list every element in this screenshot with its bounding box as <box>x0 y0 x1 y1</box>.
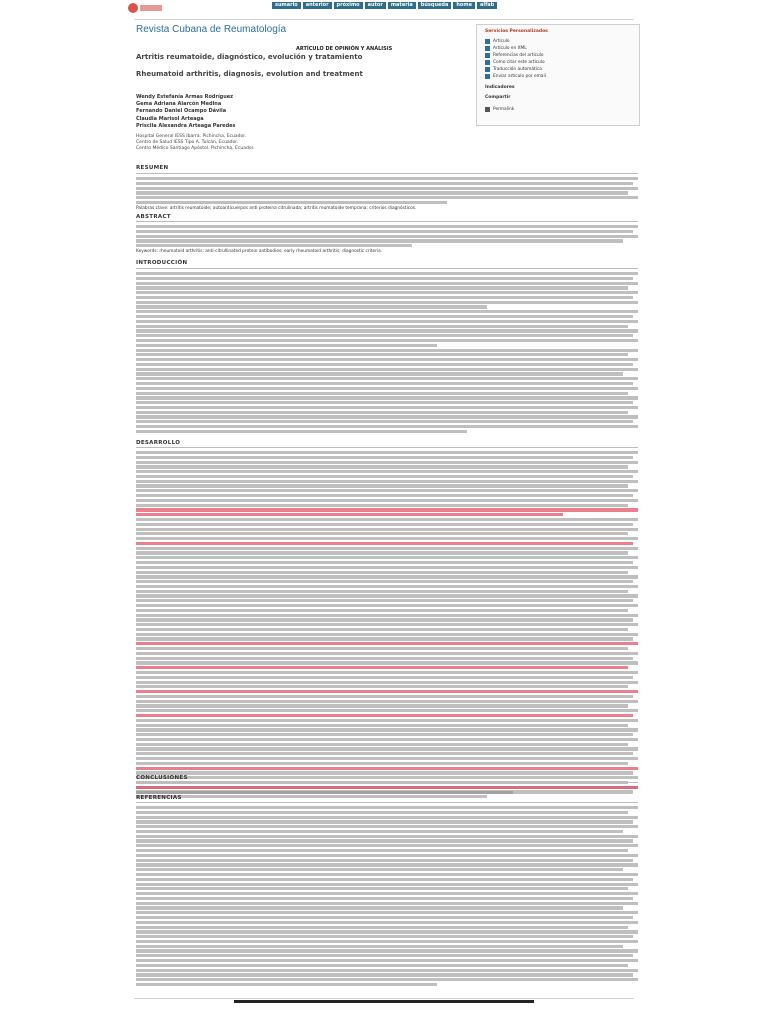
abstract-text <box>136 225 638 249</box>
resumen-text <box>136 177 638 206</box>
section-label: ARTÍCULO DE OPINIÓN Y ANÁLISIS <box>296 46 393 52</box>
nav-sumario[interactable]: sumario <box>272 2 301 9</box>
sidebar-item-label: Artículo en XML <box>493 46 527 51</box>
divider <box>136 782 638 783</box>
link-icon <box>485 107 490 112</box>
author-name: Fernando Daniel Ocampo Dávila <box>136 108 227 115</box>
permalink-link[interactable] <box>485 107 514 112</box>
top-bar <box>0 0 768 18</box>
nav-alfab[interactable]: alfab <box>477 2 497 9</box>
nav-autor[interactable]: autor <box>365 2 386 9</box>
heading-conclusiones: CONCLUSIONES <box>136 775 188 781</box>
conclusiones-text <box>136 786 638 796</box>
nav-materia[interactable]: materia <box>388 2 416 9</box>
services-sidebar <box>476 24 640 126</box>
sidebar-item-label: Enviar artículo por email <box>493 74 546 79</box>
sidebar-item-label: Traducción automática <box>493 67 542 72</box>
scielo-logo[interactable] <box>126 1 164 15</box>
heading-referencias: REFERENCIAS <box>136 795 182 801</box>
sidebar-item-label: Referencias del artículo <box>493 53 544 58</box>
divider <box>136 268 638 269</box>
introduccion-text <box>136 272 638 435</box>
affiliation: Hospital General IESS Ibarra. Pichincha, Ecuador. <box>136 134 247 139</box>
author-name: Gema Adriana Alarcón Medina <box>136 101 222 108</box>
license-badge[interactable] <box>234 1000 534 1003</box>
divider <box>136 221 638 222</box>
mail-icon <box>485 74 490 79</box>
share-label: Compartir <box>485 95 511 100</box>
sidebar-item-cite[interactable] <box>485 60 545 65</box>
article-title-es: Artritis reumatoide, diagnóstico, evolución y tratamiento <box>136 53 363 61</box>
author-name: Claudia Marisol Arteaga <box>136 115 204 122</box>
divider <box>136 802 638 803</box>
sidebar-item-label: Artículo <box>493 39 510 44</box>
heading-introduccion: INTRODUCCIÓN <box>136 260 188 266</box>
keywords-es: Palabras clave: artritis reumatoide; autoanticuerpos anti proteína citrulinada; artritis reumatoide temprana; criterios diagnósticos. <box>136 206 417 211</box>
document-icon <box>485 39 490 44</box>
affiliation: Centro Médico Santiago Apóstol. Pichincha, Ecuador. <box>136 146 255 151</box>
nav-proximo[interactable]: próximo <box>334 2 363 9</box>
nav-bar <box>272 2 497 9</box>
references-list <box>136 806 638 988</box>
xml-icon <box>485 46 490 51</box>
heading-desarrollo: DESARROLLO <box>136 440 181 446</box>
permalink-label: Permalink <box>493 107 515 112</box>
indicators-label: Indicadores <box>485 85 515 90</box>
nav-anterior[interactable]: anterior <box>303 2 332 9</box>
sidebar-item-references[interactable] <box>485 53 544 58</box>
sidebar-item-xml[interactable] <box>485 46 527 51</box>
nav-busqueda[interactable]: búsqueda <box>418 2 452 9</box>
journal-title[interactable]: Revista Cubana de Reumatología <box>136 24 287 35</box>
sidebar-item-label: Como citar este artículo <box>493 60 545 65</box>
divider <box>136 447 638 448</box>
sidebar-item-translate[interactable] <box>485 67 542 72</box>
heading-abstract: ABSTRACT <box>136 214 171 220</box>
author-name: Priscila Alexandra Arteaga Paredes <box>136 122 236 129</box>
sidebar-item-email[interactable] <box>485 74 546 79</box>
list-icon <box>485 53 490 58</box>
article-title-en: Rheumatoid arthritis, diagnosis, evolution and treatment <box>136 70 363 78</box>
author-name: Wendy Estefanía Armas Rodríguez <box>136 94 234 100</box>
keywords-en: Keywords: rheumatoid arthritis; anti-citrullinated protein antibodies; early rheumatoid arthritis; diagnostic criteria. <box>136 249 383 254</box>
heading-resumen: RESUMEN <box>136 165 169 171</box>
translate-icon <box>485 67 490 72</box>
footer-divider <box>134 998 634 999</box>
quote-icon <box>485 60 490 65</box>
desarrollo-text <box>136 451 638 800</box>
sidebar-title: Servicios Personalizados <box>485 29 548 34</box>
author-list <box>136 94 436 130</box>
sidebar-item-article[interactable] <box>485 39 510 44</box>
divider <box>136 173 638 174</box>
affiliation: Centro de Salud IESS Tipo A. Tulcán, Ecuador. <box>136 140 239 145</box>
header-divider <box>134 19 634 20</box>
affiliation-list <box>136 134 446 152</box>
nav-home[interactable]: home <box>453 2 475 9</box>
